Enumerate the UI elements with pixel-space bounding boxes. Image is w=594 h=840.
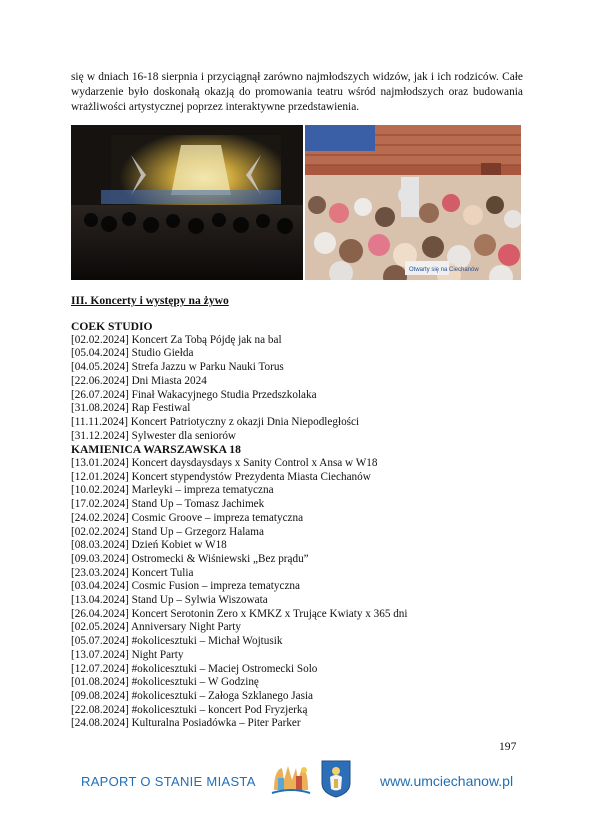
concert-stage-photo: [71, 125, 303, 280]
footer-title: RAPORT O STANIE MIASTA: [81, 774, 256, 789]
footer-url: www.umciechanow.pl: [380, 773, 514, 789]
list-item: [13.07.2024] Night Party: [71, 648, 184, 661]
intro-line-1: się w dniach 16-18 sierpnia i przyciągnął zarówno najmłodszych widzów, jak i ich rodziców.: [71, 71, 499, 83]
list-item: [26.07.2024] Finał Wakacyjnego Studia Przedszkolaka: [71, 388, 317, 401]
list-item: [05.04.2024] Studio Giełda: [71, 347, 194, 360]
list-item: [03.04.2024] Cosmic Fusion – impreza tematyczna: [71, 580, 300, 593]
list-item: [22.08.2024] #okolicesztuki – koncert Pod Fryzjerką: [71, 703, 308, 716]
list-item: [13.04.2024] Stand Up – Sylwia Wiszowata: [71, 594, 268, 607]
list-item: [26.04.2024] Koncert Serotonin Zero x KMKZ x Trujące Kwiaty x 365 dni: [71, 607, 408, 620]
list-item: [12.07.2024] #okolicesztuki – Maciej Ostromecki Solo: [71, 662, 318, 675]
list-item: [01.08.2024] #okolicesztuki – W Godzinę: [71, 676, 259, 689]
list-item: [09.03.2024] Ostromecki & Wiśniewski „Bez prądu”: [71, 552, 309, 565]
group-kamienica-warszawska: [71, 443, 531, 731]
page-footer: [0, 758, 594, 808]
list-item: [23.03.2024] Koncert Tulia: [71, 566, 194, 579]
group-title: COEK STUDIO: [71, 320, 153, 333]
list-item: [24.08.2024] Kulturalna Posiadówka – Piter Parker: [71, 717, 301, 730]
outdoor-audience-illustration: [305, 125, 521, 280]
list-item: [08.03.2024] Dzień Kobiet w W18: [71, 539, 227, 552]
list-item: [02.02.2024] Stand Up – Grzegorz Halama: [71, 525, 264, 538]
list-item: [11.11.2024] Koncert Patriotyczny z okazji Dnia Niepodległości: [71, 415, 360, 428]
group-title: KAMIENICA WARSZAWSKA 18: [71, 443, 241, 457]
section-heading: III. Koncerty i występy na żywo: [71, 294, 229, 307]
banner-text: Otwarty się na Ciechanów: [409, 267, 479, 273]
list-item: [05.07.2024] #okolicesztuki – Michał Wojtusik: [71, 635, 283, 648]
page-number: 197: [499, 740, 517, 753]
city-crest-icon: [320, 759, 352, 799]
list-item: [24.02.2024] Cosmic Groove – impreza tematyczna: [71, 511, 304, 524]
list-item: [31.08.2024] Rap Festiwal: [71, 402, 191, 415]
event-listing: [71, 320, 531, 731]
concert-stage-illustration: [71, 125, 303, 280]
ciechanow-logo-icon: [268, 760, 314, 798]
list-item: [02.05.2024] Anniversary Night Party: [71, 621, 241, 634]
list-item: [10.02.2024] Marleyki – impreza tematyczna: [71, 484, 274, 497]
photo-strip: [71, 125, 521, 280]
list-item: [13.01.2024] Koncert daysdaysdays x Sanity Control x Ansa w W18: [71, 457, 378, 470]
list-item: [31.12.2024] Sylwester dla seniorów: [71, 429, 236, 442]
intro-paragraph: [71, 70, 523, 115]
list-item: [17.02.2024] Stand Up – Tomasz Jachimek: [71, 498, 265, 511]
intro-line-2: Całe wydarzenie było doskonałą okazją do promowania teatru wśród najmłodszych oraz budowania wrażliwości artystycznej poprzez interaktywne przedstawienia.: [71, 71, 523, 113]
list-item: [09.08.2024] #okolicesztuki – Załoga Szklanego Jasia: [71, 689, 314, 702]
list-item: [12.01.2024] Koncert stypendystów Prezydenta Miasta Ciechanów: [71, 470, 371, 483]
group-coek-studio: [71, 320, 531, 443]
list-item: [02.02.2024] Koncert Za Tobą Pójdę jak na bal: [71, 333, 282, 346]
list-item: [04.05.2024] Strefa Jazzu w Parku Nauki Torus: [71, 361, 284, 374]
outdoor-audience-photo: [305, 125, 521, 280]
list-item: [22.06.2024] Dni Miasta 2024: [71, 374, 207, 387]
